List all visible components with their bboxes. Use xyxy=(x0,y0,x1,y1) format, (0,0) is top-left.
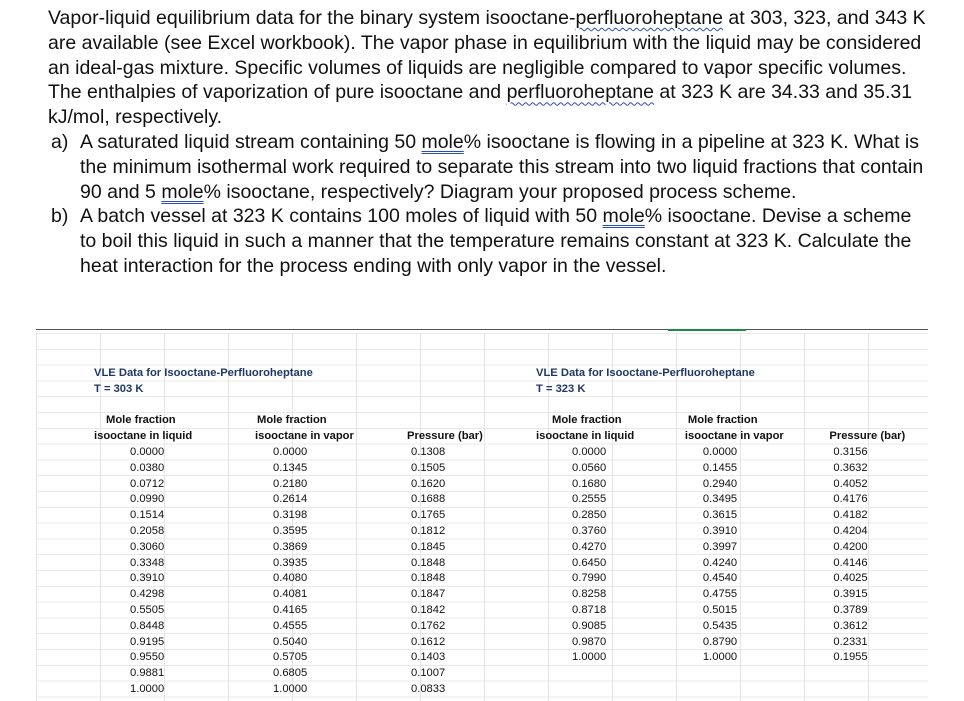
table-row xyxy=(536,524,928,540)
vapor-fraction-cell[interactable]: 0.4081 xyxy=(273,588,308,601)
vapor-fraction-cell[interactable]: 0.5705 xyxy=(273,651,308,664)
vapor-fraction-cell[interactable]: 0.6805 xyxy=(273,667,308,680)
part-a-text-2: % isooctane is flowing in a pipeline at 323 K. What is the minimum isothermal work required to separate this stream into two liquid fractions that contain 90 and 5 xyxy=(80,130,924,203)
pressure-cell[interactable]: 0.3789 xyxy=(833,603,868,616)
table-row xyxy=(536,445,928,461)
liquid-fraction-cell[interactable]: 0.9085 xyxy=(572,619,607,632)
table-row xyxy=(536,571,928,587)
blank-row xyxy=(94,398,511,414)
pressure-cell[interactable]: 0.3612 xyxy=(833,619,868,632)
table-row xyxy=(94,650,511,666)
table-row xyxy=(94,587,511,603)
table-row xyxy=(94,682,511,698)
pressure-cell[interactable]: 0.1765 xyxy=(411,509,446,522)
table-row xyxy=(94,666,511,682)
vle-table-303 xyxy=(94,366,511,698)
liquid-fraction-cell[interactable]: 0.7990 xyxy=(572,572,607,585)
vapor-fraction-cell[interactable]: 0.0000 xyxy=(273,445,308,458)
header-row-top xyxy=(94,413,511,429)
vle-data-table xyxy=(536,413,928,666)
liquid-fraction-cell[interactable]: 1.0000 xyxy=(572,651,607,664)
pressure-cell[interactable]: 0.1812 xyxy=(411,524,446,537)
grammar-flag-word[interactable]: mole xyxy=(602,205,645,228)
pressure-cell[interactable]: 0.4182 xyxy=(833,509,868,522)
pressure-cell[interactable]: 0.1845 xyxy=(411,540,446,553)
table-title: VLE Data for Isooctane-Perfluoroheptane xyxy=(536,367,755,379)
pressure-cell[interactable]: 0.1955 xyxy=(833,651,868,664)
table-row xyxy=(94,619,511,635)
liquid-fraction-cell[interactable]: 0.4270 xyxy=(572,540,607,553)
liquid-fraction-cell[interactable]: 0.9195 xyxy=(130,635,165,648)
table-row xyxy=(94,461,511,477)
part-a-text-1: A saturated liquid stream containing 50 xyxy=(80,130,422,153)
pressure-cell[interactable]: 0.1762 xyxy=(411,619,446,632)
table-row xyxy=(536,650,928,666)
part-b-text-2: % isooctane. Devise a scheme to boil this liquid in such a manner that the temperature remains constant at 323 K. Calculate the heat interaction for the process ending with only vapor in the vessel. xyxy=(80,205,912,277)
pressure-cell[interactable]: 0.1007 xyxy=(411,667,446,680)
vapor-fraction-cell[interactable]: 0.3910 xyxy=(702,524,738,537)
liquid-fraction-cell[interactable]: 0.2850 xyxy=(572,509,607,522)
liquid-fraction-cell[interactable]: 0.1514 xyxy=(130,509,165,522)
liquid-fraction-cell[interactable]: 0.2555 xyxy=(572,493,607,506)
vapor-fraction-cell[interactable]: 0.0000 xyxy=(702,445,738,458)
vapor-fraction-cell[interactable]: 0.3495 xyxy=(702,493,738,506)
liquid-fraction-cell[interactable]: 0.2058 xyxy=(130,524,165,537)
pressure-cell[interactable]: 0.2331 xyxy=(833,635,868,648)
vapor-fraction-cell[interactable]: 0.3198 xyxy=(273,509,308,522)
part-a-marker: a) xyxy=(51,130,69,153)
column-header: Mole fraction xyxy=(552,414,622,427)
column-header: Mole fraction xyxy=(687,414,758,427)
divider-line xyxy=(36,329,928,330)
column-header: isooctane in liquid xyxy=(94,430,193,443)
vapor-fraction-cell[interactable]: 0.4165 xyxy=(273,603,308,616)
vapor-fraction-cell[interactable]: 0.4555 xyxy=(273,619,308,632)
liquid-fraction-cell[interactable]: 1.0000 xyxy=(130,682,165,695)
blank-row xyxy=(536,398,928,414)
vapor-fraction-cell[interactable]: 0.8790 xyxy=(702,635,738,648)
liquid-fraction-cell[interactable]: 0.0380 xyxy=(130,461,165,474)
liquid-fraction-cell[interactable]: 0.9550 xyxy=(130,651,165,664)
part-b xyxy=(48,204,928,278)
column-header xyxy=(393,413,511,429)
table-temperature: T = 323 K xyxy=(536,382,586,395)
header-row-top xyxy=(536,413,928,429)
pressure-cell[interactable]: 0.4200 xyxy=(833,540,868,553)
table-row xyxy=(536,492,928,508)
vapor-fraction-cell[interactable]: 0.3869 xyxy=(273,540,308,553)
table-row xyxy=(536,508,928,524)
column-header: Mole fraction xyxy=(106,414,176,427)
vapor-fraction-cell[interactable]: 0.3615 xyxy=(702,509,738,522)
pressure-cell[interactable]: 0.4176 xyxy=(833,493,868,506)
liquid-fraction-cell[interactable]: 0.8258 xyxy=(572,588,607,601)
column-header: Mole fraction xyxy=(257,414,327,427)
table-row xyxy=(536,556,928,572)
table-row xyxy=(94,492,511,508)
column-header xyxy=(815,413,928,429)
table-row xyxy=(536,477,928,493)
liquid-fraction-cell[interactable]: 0.3060 xyxy=(130,540,165,553)
table-row xyxy=(536,619,928,635)
table-title: VLE Data for Isooctane-Perfluoroheptane xyxy=(94,367,313,379)
pressure-cell[interactable]: 0.1848 xyxy=(411,572,446,585)
table-temperature: T = 303 K xyxy=(94,382,144,395)
spreadsheet-area xyxy=(36,333,928,701)
table-row xyxy=(94,508,511,524)
liquid-fraction-cell[interactable]: 0.3348 xyxy=(130,556,165,569)
vapor-fraction-cell[interactable]: 0.4080 xyxy=(273,572,308,585)
pressure-cell[interactable]: 0.1688 xyxy=(411,493,446,506)
vapor-fraction-cell[interactable]: 0.4540 xyxy=(702,572,738,585)
pressure-cell[interactable]: 0.1847 xyxy=(411,588,446,601)
spellcheck-word[interactable]: perfluoroheptane xyxy=(575,7,723,29)
liquid-fraction-cell[interactable]: 0.0712 xyxy=(130,477,165,490)
vapor-fraction-cell[interactable]: 0.2180 xyxy=(273,477,308,490)
pressure-cell[interactable]: 0.1842 xyxy=(411,603,446,616)
column-header: Pressure (bar) xyxy=(407,430,483,443)
part-a-text-3: % isooctane, respectively? Diagram your proposed process scheme. xyxy=(203,180,797,203)
liquid-fraction-cell[interactable]: 0.0560 xyxy=(572,461,607,474)
vapor-fraction-cell[interactable]: 0.5015 xyxy=(702,603,738,616)
liquid-fraction-cell[interactable]: 0.6450 xyxy=(572,556,607,569)
column-header: isooctane in liquid xyxy=(536,430,635,443)
grammar-flag-word[interactable]: mole xyxy=(421,130,464,153)
vapor-fraction-cell[interactable]: 0.1455 xyxy=(702,461,738,474)
table-row xyxy=(94,445,511,461)
column-header: isooctane in vapor xyxy=(684,430,784,443)
vapor-fraction-cell[interactable]: 0.2614 xyxy=(273,493,308,506)
vapor-fraction-cell[interactable]: 1.0000 xyxy=(702,651,738,664)
pressure-cell[interactable]: 0.1505 xyxy=(411,461,446,474)
table-row xyxy=(536,461,928,477)
liquid-fraction-cell[interactable]: 0.0000 xyxy=(130,445,165,458)
vapor-fraction-cell[interactable]: 0.1345 xyxy=(273,461,308,474)
pressure-cell[interactable]: 0.4204 xyxy=(833,524,868,537)
liquid-fraction-cell[interactable]: 0.5505 xyxy=(130,603,165,616)
table-row xyxy=(94,556,511,572)
column-header: isooctane in vapor xyxy=(255,430,354,443)
vapor-fraction-cell[interactable]: 0.2940 xyxy=(702,477,738,490)
table-row xyxy=(94,603,511,619)
column-header: Pressure (bar) xyxy=(829,430,906,443)
vapor-fraction-cell[interactable]: 0.3935 xyxy=(273,556,308,569)
spellcheck-word[interactable]: perfluoroheptane xyxy=(506,81,655,104)
part-a xyxy=(48,130,928,204)
vapor-fraction-cell[interactable]: 0.3595 xyxy=(273,524,308,537)
problem-intro xyxy=(48,6,928,130)
header-row-bottom xyxy=(94,429,511,445)
header-row-bottom xyxy=(536,429,928,445)
pressure-cell[interactable]: 0.1403 xyxy=(411,651,446,664)
pressure-cell[interactable]: 0.1612 xyxy=(411,635,446,648)
vle-table-323 xyxy=(536,366,928,666)
pressure-cell[interactable]: 0.4025 xyxy=(833,572,868,585)
pressure-cell[interactable]: 0.4146 xyxy=(833,556,868,569)
pressure-cell[interactable]: 0.0833 xyxy=(411,682,446,695)
intro-text-3: at 323 K are 34.33 and 35.31 kJ/mol, respectively. xyxy=(48,81,913,129)
liquid-fraction-cell[interactable]: 0.0000 xyxy=(572,445,607,458)
vapor-fraction-cell[interactable]: 0.5435 xyxy=(702,619,738,632)
liquid-fraction-cell[interactable]: 0.8448 xyxy=(130,619,165,632)
table-row xyxy=(94,477,511,493)
problem-statement xyxy=(48,6,928,279)
pressure-cell[interactable]: 0.3156 xyxy=(833,445,868,458)
table-row xyxy=(94,635,511,651)
pressure-cell[interactable]: 0.1308 xyxy=(411,445,446,458)
table-row xyxy=(536,540,928,556)
intro-text-2: at 303, 323, and 343 K are available (see Excel workbook). The vapor phase in equilibrium with the liquid may be considered an ideal-gas mixture. Specific volumes of liquids are negligible compared to vapor specific volumes. The enthalpies of vaporization of pure isooctane and xyxy=(48,7,926,104)
divider-accent xyxy=(668,329,746,331)
liquid-fraction-cell[interactable]: 0.9870 xyxy=(572,635,607,648)
liquid-fraction-cell[interactable]: 0.0990 xyxy=(130,493,165,506)
table-row xyxy=(94,571,511,587)
pressure-cell[interactable]: 0.1620 xyxy=(411,477,446,490)
pressure-cell[interactable]: 0.4052 xyxy=(833,477,868,490)
liquid-fraction-cell[interactable]: 0.4298 xyxy=(130,588,165,601)
vapor-fraction-cell[interactable]: 0.5040 xyxy=(273,635,308,648)
liquid-fraction-cell[interactable]: 0.3760 xyxy=(572,524,607,537)
part-b-text-1: A batch vessel at 323 K contains 100 moles of liquid with 50 xyxy=(80,205,603,228)
table-row xyxy=(94,524,511,540)
intro-text-1: Vapor-liquid equilibrium data for the binary system isooctane- xyxy=(48,7,576,29)
vapor-fraction-cell[interactable]: 1.0000 xyxy=(273,682,308,695)
liquid-fraction-cell[interactable]: 0.3910 xyxy=(130,572,165,585)
vapor-fraction-cell[interactable]: 0.4240 xyxy=(702,556,738,569)
liquid-fraction-cell[interactable]: 0.8718 xyxy=(572,603,607,616)
vapor-fraction-cell[interactable]: 0.3997 xyxy=(702,540,738,553)
pressure-cell[interactable]: 0.3915 xyxy=(833,588,868,601)
table-row xyxy=(536,635,928,651)
table-row xyxy=(536,603,928,619)
vapor-fraction-cell[interactable]: 0.4755 xyxy=(702,588,738,601)
liquid-fraction-cell[interactable]: 0.1680 xyxy=(572,477,607,490)
liquid-fraction-cell[interactable]: 0.9881 xyxy=(130,667,165,680)
vle-data-table xyxy=(94,413,511,697)
grammar-flag-word[interactable]: mole xyxy=(161,180,204,203)
table-row xyxy=(536,587,928,603)
pressure-cell[interactable]: 0.1848 xyxy=(411,556,446,569)
table-row xyxy=(94,540,511,556)
pressure-cell[interactable]: 0.3632 xyxy=(833,461,868,474)
part-b-marker: b) xyxy=(51,205,69,228)
